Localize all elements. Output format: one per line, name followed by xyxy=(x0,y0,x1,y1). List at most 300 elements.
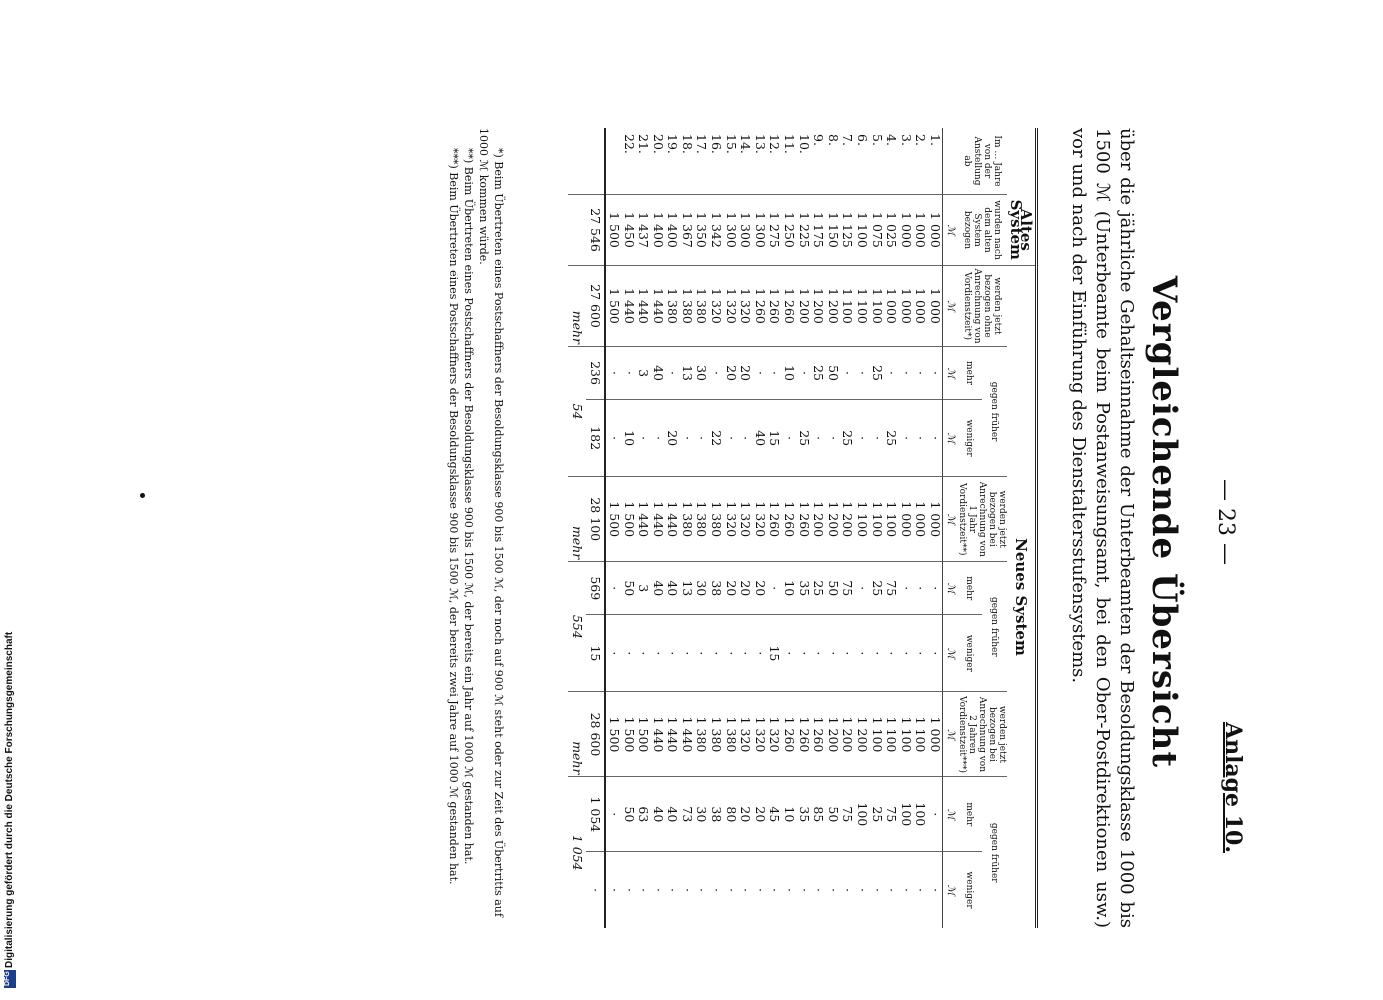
value-cell: 1 000 xyxy=(927,195,942,266)
value-cell: 75 xyxy=(840,777,855,852)
value-cell: · xyxy=(927,777,942,852)
value-cell: 20 xyxy=(752,562,767,615)
table-row xyxy=(752,128,767,928)
value-cell: · xyxy=(840,615,855,692)
value-cell: · xyxy=(738,852,753,928)
value-cell: · xyxy=(869,400,884,477)
value-cell: · xyxy=(621,347,636,400)
value-cell: 1 200 xyxy=(840,477,855,562)
value-cell: 1 260 xyxy=(781,477,796,562)
mehr-label-1: mehr xyxy=(568,266,586,347)
value-cell: 1 380 xyxy=(709,477,724,562)
value-cell: 1 260 xyxy=(811,692,826,777)
value-cell: 1 450 xyxy=(621,195,636,266)
table-row xyxy=(854,128,869,928)
value-cell: 20 xyxy=(738,562,753,615)
value-cell: · xyxy=(621,615,636,692)
value-cell: · xyxy=(854,400,869,477)
value-cell: 1 350 xyxy=(694,195,709,266)
year-cell: 5. xyxy=(869,134,885,146)
value-cell: · xyxy=(884,347,899,400)
year-cell: 13. xyxy=(752,134,768,154)
value-cell: 1 500 xyxy=(605,692,621,777)
value-cell: 1 075 xyxy=(869,195,884,266)
value-cell: 1 437 xyxy=(636,195,651,266)
mehr-value-one-year: 554 xyxy=(568,562,586,692)
footnote-3: ***) Beim Übertreten eines Postschaffners der Besoldungsklasse 900 bis 1500 ℳ, der bereits zwei Jahre auf 1000 ℳ gestanden hat. xyxy=(447,148,460,885)
value-cell: 1 000 xyxy=(898,195,913,266)
value-cell: · xyxy=(781,400,796,477)
value-cell: 30 xyxy=(694,777,709,852)
value-cell: · xyxy=(913,400,928,477)
value-cell: 1 500 xyxy=(636,692,651,777)
value-cell: · xyxy=(854,562,869,615)
value-cell: 20 xyxy=(738,347,753,400)
table-row xyxy=(694,128,709,928)
value-cell: · xyxy=(854,852,869,928)
value-cell: · xyxy=(796,852,811,928)
page-title: Vergleichende Übersicht xyxy=(1144,275,1184,769)
value-cell: · xyxy=(796,347,811,400)
value-cell: 1 175 xyxy=(811,195,826,266)
value-cell: 1 100 xyxy=(854,266,869,347)
value-cell: 15 xyxy=(767,400,782,477)
year-cell: 15. xyxy=(723,134,739,154)
year-cell: 10. xyxy=(796,134,812,154)
value-cell: 1 000 xyxy=(927,477,942,562)
value-cell: · xyxy=(665,615,680,692)
value-cell: · xyxy=(927,615,942,692)
value-cell: · xyxy=(840,852,855,928)
value-cell: 1 100 xyxy=(869,266,884,347)
value-cell: · xyxy=(694,400,709,477)
value-cell: · xyxy=(636,400,651,477)
value-cell: 63 xyxy=(636,777,651,852)
value-cell: · xyxy=(811,400,826,477)
value-cell: 25 xyxy=(884,400,899,477)
header-vs-before-1: gegen früher xyxy=(982,347,1007,477)
value-cell: 1 380 xyxy=(694,692,709,777)
table-row xyxy=(781,128,796,928)
value-cell: 1 260 xyxy=(781,266,796,347)
value-cell: · xyxy=(650,400,665,477)
value-cell: 50 xyxy=(621,562,636,615)
value-cell: · xyxy=(884,615,899,692)
comparison-table xyxy=(568,128,1038,928)
value-cell: 1 440 xyxy=(650,477,665,562)
value-cell: 75 xyxy=(884,562,899,615)
value-cell: 1 440 xyxy=(650,266,665,347)
value-cell: 1 380 xyxy=(679,266,694,347)
value-cell: 40 xyxy=(650,562,665,615)
value-cell: 1 260 xyxy=(767,266,782,347)
value-cell: 1 380 xyxy=(665,266,680,347)
value-cell: · xyxy=(709,615,724,692)
unit-label: ℳ xyxy=(943,266,958,347)
value-cell: 1 000 xyxy=(913,195,928,266)
value-cell: 50 xyxy=(825,777,840,852)
value-cell: 1 100 xyxy=(869,477,884,562)
value-cell: 1 320 xyxy=(738,477,753,562)
table-row xyxy=(723,128,738,928)
value-cell: · xyxy=(913,852,928,928)
value-cell: 1 200 xyxy=(840,692,855,777)
mehr-label-3: mehr xyxy=(568,692,586,777)
value-cell: · xyxy=(927,347,942,400)
value-cell: · xyxy=(927,852,942,928)
unit-label: ℳ xyxy=(943,347,958,400)
table-row xyxy=(709,128,724,928)
unit-label: ℳ xyxy=(943,562,958,615)
value-cell: · xyxy=(898,852,913,928)
value-cell: 1 200 xyxy=(825,266,840,347)
sum-cell: 28 100 xyxy=(586,477,605,562)
value-cell: 10 xyxy=(621,400,636,477)
value-cell: · xyxy=(752,852,767,928)
value-cell: · xyxy=(665,347,680,400)
value-cell: 1 320 xyxy=(738,266,753,347)
value-cell: · xyxy=(767,347,782,400)
header-one-year: werden jetzt bezogen bei Anrechnung von 1 Jahr Vordienstzeit**) xyxy=(957,477,1007,562)
value-cell: · xyxy=(605,562,621,615)
value-cell: 1 200 xyxy=(825,477,840,562)
value-cell: · xyxy=(767,562,782,615)
value-cell: 50 xyxy=(825,347,840,400)
value-cell: 80 xyxy=(723,777,738,852)
value-cell: · xyxy=(679,615,694,692)
value-cell: 1 300 xyxy=(738,195,753,266)
year-cell: 12. xyxy=(767,134,783,154)
appendix-label: Anlage 10. xyxy=(1220,722,1246,853)
dfg-logo-icon: DFG xyxy=(4,970,16,988)
value-cell: · xyxy=(679,400,694,477)
value-cell: · xyxy=(679,852,694,928)
value-cell: 1 100 xyxy=(898,692,913,777)
value-cell: 1 367 xyxy=(679,195,694,266)
footnote-2: **) Beim Übertreten eines Postschaffners der Besoldungsklasse 900 bis 1500 ℳ, der bereits ein Jahr auf 1000 ℳ gestanden hat. xyxy=(462,148,475,865)
mehr-value-two-years: 1 054 xyxy=(568,777,586,928)
header-less-2: weniger xyxy=(957,615,982,692)
sum-cell: 569 xyxy=(586,562,605,615)
year-cell: 8. xyxy=(825,134,841,146)
value-cell: 1 100 xyxy=(869,692,884,777)
table-row xyxy=(811,128,826,928)
value-cell: 3 xyxy=(636,347,651,400)
value-cell: 25 xyxy=(869,562,884,615)
value-cell: · xyxy=(781,852,796,928)
year-cell: 9. xyxy=(811,134,827,146)
value-cell: 1 300 xyxy=(723,195,738,266)
value-cell: 1 260 xyxy=(752,266,767,347)
year-cell: 20. xyxy=(650,134,666,154)
year-cell: 11. xyxy=(782,134,798,154)
year-cell: 17. xyxy=(694,134,710,154)
value-cell: · xyxy=(752,615,767,692)
footnote-1: *) Beim Übertreten eines Postschaffners der Besoldungsklasse 900 bis 1500 ℳ, der noch auf 900 ℳ steht oder zur Zeit des Übertritts auf 1000 ℳ kommen würde. xyxy=(477,128,505,917)
value-cell: 20 xyxy=(723,562,738,615)
sum-cell: 1 054 xyxy=(586,777,605,852)
group-new-system: Neues System xyxy=(1007,266,1037,929)
table-row xyxy=(679,128,694,928)
header-year: Im … Jahre von der Anstellung ab xyxy=(962,135,1002,187)
value-cell: 22 xyxy=(709,400,724,477)
value-cell: · xyxy=(854,347,869,400)
funding-note xyxy=(4,608,16,988)
value-cell: · xyxy=(913,562,928,615)
year-cell: 4. xyxy=(884,134,900,146)
table-row xyxy=(796,128,811,928)
value-cell: 1 200 xyxy=(854,692,869,777)
header-more-3: mehr xyxy=(957,777,982,852)
sum-cell: 15 xyxy=(586,615,605,692)
table-row xyxy=(738,128,753,928)
header-vs-before-3: gegen früher xyxy=(982,777,1007,928)
value-cell: · xyxy=(840,347,855,400)
value-cell: · xyxy=(605,615,621,692)
table-row xyxy=(927,128,942,928)
value-cell: · xyxy=(825,400,840,477)
header-less-1: weniger xyxy=(957,400,982,477)
value-cell: 15 xyxy=(767,615,782,692)
value-cell: 1 440 xyxy=(665,692,680,777)
value-cell: · xyxy=(694,615,709,692)
value-cell: 25 xyxy=(796,400,811,477)
sum-cell xyxy=(586,128,605,195)
unit-label: ℳ xyxy=(943,777,958,852)
year-cell: 22. xyxy=(621,134,637,154)
value-cell: · xyxy=(738,615,753,692)
value-cell: 25 xyxy=(869,777,884,852)
value-cell: · xyxy=(913,347,928,400)
value-cell: · xyxy=(709,347,724,400)
table-row xyxy=(665,128,680,928)
table-row xyxy=(605,128,621,928)
value-cell: · xyxy=(605,852,621,928)
table-row xyxy=(913,128,928,928)
value-cell: · xyxy=(650,615,665,692)
value-cell: 40 xyxy=(650,347,665,400)
value-cell: 100 xyxy=(854,777,869,852)
value-cell: · xyxy=(636,852,651,928)
value-cell: 1 250 xyxy=(781,195,796,266)
value-cell: · xyxy=(884,852,899,928)
unit-label: ℳ xyxy=(943,477,958,562)
value-cell: · xyxy=(650,852,665,928)
header-more-1: mehr xyxy=(957,347,982,400)
value-cell: 25 xyxy=(811,562,826,615)
value-cell: 1 380 xyxy=(679,477,694,562)
value-cell: 10 xyxy=(781,562,796,615)
value-cell: 1 380 xyxy=(723,692,738,777)
value-cell: 1 100 xyxy=(913,692,928,777)
value-cell: · xyxy=(927,562,942,615)
unit-label: ℳ xyxy=(943,692,958,777)
value-cell: · xyxy=(811,615,826,692)
value-cell: · xyxy=(898,615,913,692)
table-row xyxy=(884,128,899,928)
year-cell: 2. xyxy=(913,134,929,146)
group-old-system: Altes System xyxy=(1007,199,1035,260)
value-cell: · xyxy=(665,852,680,928)
value-cell: 1 260 xyxy=(767,477,782,562)
value-cell: 1 440 xyxy=(650,692,665,777)
value-cell: 1 440 xyxy=(636,477,651,562)
value-cell: 40 xyxy=(665,777,680,852)
year-cell: 18. xyxy=(679,134,695,154)
unit-label: ℳ xyxy=(943,195,958,266)
value-cell: · xyxy=(913,615,928,692)
value-cell: 1 320 xyxy=(752,477,767,562)
value-cell: 30 xyxy=(694,562,709,615)
value-cell: 50 xyxy=(621,777,636,852)
value-cell: · xyxy=(605,400,621,477)
value-cell: 75 xyxy=(884,777,899,852)
value-cell: 1 260 xyxy=(796,692,811,777)
sum-cell: · xyxy=(586,852,605,928)
value-cell: · xyxy=(694,852,709,928)
year-cell: 7. xyxy=(840,134,856,146)
year-cell: 16. xyxy=(709,134,725,154)
sum-cell: 28 600 xyxy=(586,692,605,777)
value-cell: · xyxy=(605,347,621,400)
value-cell: 25 xyxy=(869,347,884,400)
value-cell: 10 xyxy=(781,347,796,400)
value-cell: 1 500 xyxy=(605,477,621,562)
value-cell: 73 xyxy=(679,777,694,852)
header-less-3: weniger xyxy=(957,852,982,928)
value-cell: 25 xyxy=(840,400,855,477)
value-cell: 1 320 xyxy=(723,266,738,347)
value-cell: 40 xyxy=(665,562,680,615)
value-cell: 1 260 xyxy=(781,692,796,777)
table-row xyxy=(767,128,782,928)
value-cell: 10 xyxy=(781,777,796,852)
value-cell: 50 xyxy=(825,562,840,615)
mehr-label-2: mehr xyxy=(568,477,586,562)
unit-label: ℳ xyxy=(943,852,958,928)
value-cell: · xyxy=(898,347,913,400)
value-cell: 1 320 xyxy=(767,692,782,777)
value-cell: 1 300 xyxy=(752,195,767,266)
value-cell: 1 200 xyxy=(796,266,811,347)
value-cell: 25 xyxy=(811,347,826,400)
value-cell: 1 380 xyxy=(709,692,724,777)
value-cell: 1 500 xyxy=(605,266,621,347)
value-cell: · xyxy=(811,852,826,928)
value-cell: · xyxy=(825,615,840,692)
value-cell: · xyxy=(869,615,884,692)
value-cell: 13 xyxy=(679,562,694,615)
value-cell: 100 xyxy=(898,777,913,852)
value-cell: 1 000 xyxy=(927,692,942,777)
value-cell: 20 xyxy=(723,347,738,400)
value-cell: 100 xyxy=(913,777,928,852)
subtitle: über die jährliche Gehaltseinnahme der Unterbeamten der Besoldungsklasse 1000 bis 1500 ℳ (Unterbeamte beim Postanweisungsamt, bei den Ober-Postdirektionen usw.) vor und nach der Einführung des Dienstaltersstufensystems. xyxy=(1068,128,1137,928)
value-cell: 30 xyxy=(694,347,709,400)
value-cell: 1 000 xyxy=(927,266,942,347)
value-cell: 1 100 xyxy=(884,477,899,562)
value-cell: · xyxy=(825,852,840,928)
value-cell: · xyxy=(898,562,913,615)
sum-row xyxy=(586,128,605,928)
table-row xyxy=(636,128,651,928)
unit-label: ℳ xyxy=(943,400,958,477)
value-cell: · xyxy=(898,400,913,477)
table-row xyxy=(650,128,665,928)
value-cell: 1 342 xyxy=(709,195,724,266)
value-cell: 3 xyxy=(636,562,651,615)
year-cell: 1. xyxy=(928,134,943,146)
header-old-received: wurden nach dem alten System bezogen xyxy=(957,195,1007,266)
value-cell: 35 xyxy=(796,777,811,852)
unit-label: ℳ xyxy=(943,615,958,692)
header-vs-before-2: gegen früher xyxy=(982,562,1007,692)
value-cell: · xyxy=(709,852,724,928)
scan-speck xyxy=(140,493,145,498)
value-cell: 1 225 xyxy=(796,195,811,266)
value-cell: 1 400 xyxy=(650,195,665,266)
table-row xyxy=(869,128,884,928)
value-cell: 1 000 xyxy=(913,477,928,562)
header-two-years: werden jetzt bezogen bei Anrechnung von 2 Jahren Vordienstzeit***) xyxy=(957,692,1007,777)
value-cell: 1 000 xyxy=(913,266,928,347)
value-cell: · xyxy=(796,615,811,692)
value-cell: 1 260 xyxy=(796,477,811,562)
sum-cell: 182 xyxy=(586,400,605,477)
table-row xyxy=(825,128,840,928)
value-cell: 38 xyxy=(709,777,724,852)
value-cell: 1 440 xyxy=(636,266,651,347)
value-cell: · xyxy=(781,615,796,692)
value-cell: 1 200 xyxy=(811,266,826,347)
value-cell: 40 xyxy=(752,400,767,477)
value-cell: 1 150 xyxy=(825,195,840,266)
value-cell: 1 200 xyxy=(811,477,826,562)
sum-cell: 27 600 xyxy=(586,266,605,347)
document-body xyxy=(146,72,1246,972)
value-cell: · xyxy=(854,615,869,692)
value-cell: · xyxy=(752,347,767,400)
value-cell: · xyxy=(723,615,738,692)
table-row xyxy=(898,128,913,928)
value-cell: 1 400 xyxy=(665,195,680,266)
value-cell: 1 380 xyxy=(694,266,709,347)
year-cell xyxy=(605,128,621,195)
sum-cell: 236 xyxy=(586,347,605,400)
year-cell: 14. xyxy=(738,134,754,154)
value-cell: 20 xyxy=(738,777,753,852)
value-cell: 38 xyxy=(709,562,724,615)
value-cell: 20 xyxy=(752,777,767,852)
value-cell: 1 320 xyxy=(709,266,724,347)
value-cell: 1 100 xyxy=(854,477,869,562)
value-cell: 1 500 xyxy=(605,195,621,266)
value-cell: 35 xyxy=(796,562,811,615)
value-cell: 1 440 xyxy=(665,477,680,562)
year-cell: 21. xyxy=(636,134,652,154)
value-cell: 1 320 xyxy=(723,477,738,562)
value-cell: 1 125 xyxy=(840,195,855,266)
value-cell: 1 320 xyxy=(752,692,767,777)
table-row xyxy=(621,128,636,928)
value-cell: 1 000 xyxy=(898,477,913,562)
value-cell: 85 xyxy=(811,777,826,852)
value-cell: 45 xyxy=(767,777,782,852)
value-cell: 1 500 xyxy=(621,477,636,562)
value-cell: · xyxy=(636,615,651,692)
value-cell: · xyxy=(605,777,621,852)
header-more-2: mehr xyxy=(957,562,982,615)
